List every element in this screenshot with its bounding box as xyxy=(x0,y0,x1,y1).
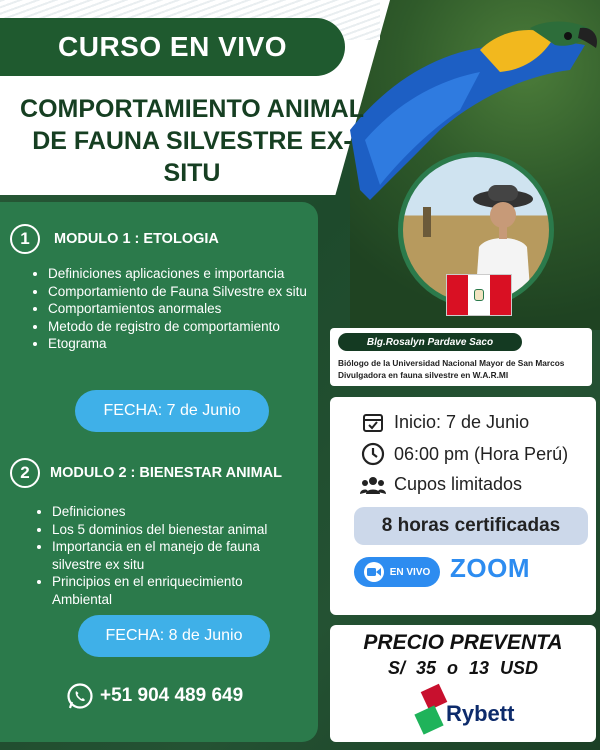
list-item: • Etograma xyxy=(48,335,310,353)
calendar-icon xyxy=(360,411,386,433)
contact-phone[interactable] xyxy=(66,682,243,710)
live-badge xyxy=(354,557,440,587)
list-item: • Definiciones aplicaciones e importancia xyxy=(48,265,310,283)
seats-text: Cupos limitados xyxy=(394,474,523,494)
price-value: S/ 35 o 13 USD xyxy=(387,658,539,678)
list-item: • Principios en el enriquecimiento Ambiental xyxy=(52,573,296,608)
course-info-card xyxy=(330,397,596,615)
whatsapp-icon xyxy=(66,682,94,710)
phone-number: +51 904 489 649 xyxy=(100,685,244,706)
list-item: • Comportamientos anormales xyxy=(48,300,310,318)
seats-row xyxy=(360,474,522,495)
speaker-name: Blg.Rosalyn Pardave Saco xyxy=(338,333,522,351)
module-2-number: 2 xyxy=(10,458,40,488)
course-title-line1: COMPORTAMIENTO ANIMAL xyxy=(20,95,364,123)
speaker-description xyxy=(338,357,564,381)
module-1-topics xyxy=(32,265,310,353)
list-item: • Definiciones xyxy=(52,503,296,521)
module-2-topics xyxy=(36,503,296,608)
video-camera-icon xyxy=(364,562,384,582)
start-date-row xyxy=(360,411,529,433)
clock-icon xyxy=(360,442,386,466)
list-item: • Metodo de registro de comportamiento xyxy=(48,318,310,336)
speaker-desc-line2: Divulgadora en fauna silvestre en W.A.R.MI xyxy=(338,370,509,380)
live-course-label: CURSO EN VIVO xyxy=(58,31,287,62)
course-title-line2: DE FAUNA SILVESTRE EX-SITU xyxy=(32,127,352,187)
course-title xyxy=(6,93,378,189)
live-label: EN VIVO xyxy=(389,566,431,578)
start-time: 06:00 pm (Hora Perú) xyxy=(394,443,569,464)
brand-name: Rybett xyxy=(446,701,515,726)
module-2-date-button: FECHA: 8 de Junio xyxy=(78,615,270,657)
group-icon xyxy=(360,476,386,494)
module-1-header xyxy=(10,224,219,254)
peru-flag xyxy=(446,274,512,316)
module-1-number: 1 xyxy=(10,224,40,254)
speaker-desc-line1: Biólogo de la Universidad Nacional Mayor de San Marcos xyxy=(338,358,565,368)
brand-logo xyxy=(418,685,528,739)
speaker-card xyxy=(330,328,592,386)
module-2-title: MODULO 2 : BIENESTAR ANIMAL xyxy=(50,465,282,481)
list-item: • Importancia en el manejo de fauna silvestre ex situ xyxy=(52,538,296,573)
logo-green-square xyxy=(414,705,443,734)
live-course-band xyxy=(0,18,345,76)
price-card xyxy=(330,625,596,742)
time-row xyxy=(360,442,568,466)
start-date: Inicio: 7 de Junio xyxy=(394,411,530,432)
module-2-header xyxy=(10,458,282,488)
module-1-date-button: FECHA: 7 de Junio xyxy=(75,390,269,432)
price-title: PRECIO PREVENTA xyxy=(363,631,563,654)
module-1-title: MODULO 1 : ETOLOGIA xyxy=(54,231,219,247)
zoom-logo: ZOOM xyxy=(450,553,530,583)
list-item: • Los 5 dominios del bienestar animal xyxy=(52,521,296,539)
list-item: • Comportamiento de Fauna Silvestre ex situ xyxy=(48,283,310,301)
certified-hours-badge: 8 horas certificadas xyxy=(354,507,588,545)
